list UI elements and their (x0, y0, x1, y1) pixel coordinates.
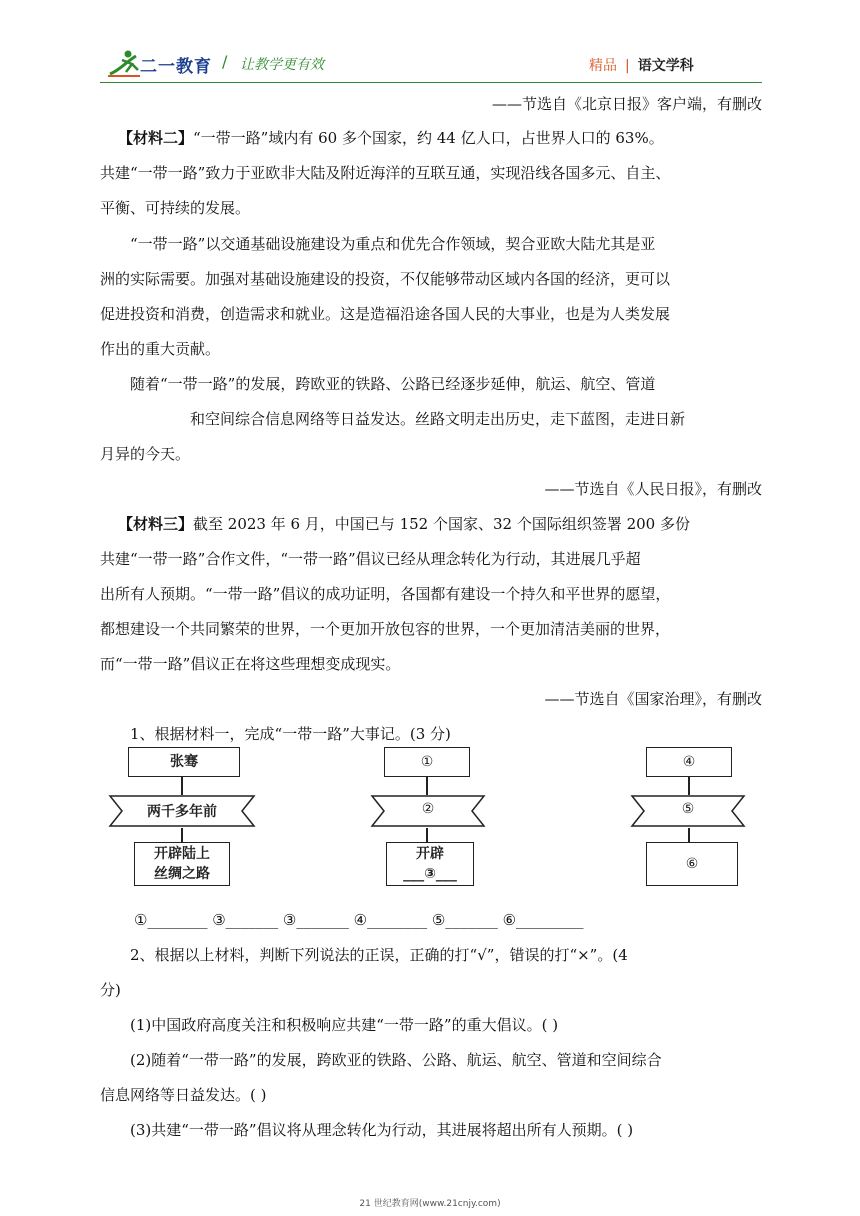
timeline-2-top-box: ① (384, 747, 470, 777)
question-1-prompt: 1、根据材料一，完成“一带一路”大事记。(3 分) (130, 725, 451, 743)
logo-text: 二一教育 (140, 57, 212, 77)
question-2-item-2: (2)随着“一带一路”的发展，跨欧亚的铁路、公路、航运、航空、管道和空间综合 (130, 1051, 662, 1069)
material2-line-8: 随着“一带一路”的发展，跨欧亚的铁路、公路已经逐步延伸，航运、航空、管道 (130, 375, 656, 393)
material3-line-2: 共建“一带一路”合作文件，“一带一路”倡议已经从理念转化为行动，其进展几乎超 (100, 550, 641, 568)
header-label-jingpin: 精品 (589, 58, 617, 74)
page-header (0, 0, 860, 92)
source-3: ——节选自《国家治理》，有删改 (544, 690, 762, 708)
timeline-1-connector-b (181, 828, 183, 843)
timeline-3-bottom-box: ⑥ (646, 842, 738, 886)
page-footer: 21 世纪教育网(www.21cnjy.com) (359, 1199, 501, 1209)
question-1-blanks[interactable]: ①________ ③_______ ③_______ ④________ ⑤_______ ⑥_________ (134, 911, 584, 929)
material2-line-6: 促进投资和消费，创造需求和就业。这是造福沿途各国人民的大事业，也是为人类发展 (100, 305, 671, 323)
material2-line-1 (118, 128, 664, 148)
material2-line-4: “一带一路”以交通基础设施建设为重点和优先合作领域，契合亚欧大陆尤其是亚 (130, 235, 656, 253)
material2-line-7: 作出的重大贡献。 (100, 340, 221, 358)
source-2: ——节选自《人民日报》，有删改 (544, 480, 762, 498)
source-1: ——节选自《北京日报》客户端，有删改 (491, 95, 762, 113)
material3-line-3: 出所有人预期。“一带一路”倡议的成功证明，各国都有建设一个持久和平世界的愿望， (100, 585, 671, 603)
timeline-1-bottom-box: 开辟陆上 丝绸之路 (134, 842, 230, 886)
header-subject: 语文学科 (637, 58, 694, 74)
timeline-2-ribbon-text: ② (421, 801, 435, 817)
question-2-prompt-l2: 分) (100, 981, 121, 999)
header-slogan: 让教学更有效 (240, 57, 324, 73)
timeline-1-connector-a (181, 776, 183, 795)
material2-line-3: 平衡、可持续的发展。 (100, 199, 251, 217)
material3-tag: 【材料三】 (118, 515, 194, 533)
timeline-2-bottom-box: 开辟 ___③___ (386, 842, 474, 886)
timeline-2-connector-b (426, 828, 428, 843)
material2-text-1: “一带一路”域内有 60 多个国家，约 44 亿人口，占世界人口的 63%。 (193, 129, 664, 147)
header-right (589, 55, 694, 75)
timeline-1-top-box: 张骞 (128, 747, 240, 777)
material3-line-5: 而“一带一路”倡议正在将这些理想变成现实。 (100, 655, 401, 673)
question-2-item-2-cont[interactable]: 信息网络等日益发达。( ) (100, 1086, 267, 1104)
question-2-item-3[interactable]: (3)共建“一带一路”倡议将从理念转化为行动，其进展将超出所有人预期。( ) (130, 1121, 634, 1139)
header-slash: / (222, 52, 228, 71)
material2-line-10: 月异的今天。 (100, 445, 191, 463)
material2-line-9: 和空间综合信息网络等日益发达。丝路文明走出历史，走下蓝图，走进日新 (190, 410, 686, 428)
material3-line-4: 都想建设一个共同繁荣的世界，一个更加开放包容的世界，一个更加清洁美丽的世界， (100, 620, 671, 638)
material3-text-1: 截至 2023 年 6 月，中国已与 152 个国家、32 个国际组织签署 200 多份 (193, 515, 690, 533)
timeline-3-ribbon-text: ⑤ (681, 801, 695, 817)
material2-tag: 【材料二】 (118, 129, 194, 147)
timeline-3-connector-b (688, 828, 690, 843)
material2-line-2: 共建“一带一路”致力于亚欧非大陆及附近海洋的互联互通，实现沿线各国多元、自主、 (100, 164, 671, 182)
header-divider: | (625, 58, 630, 74)
material3-line-1 (118, 514, 690, 534)
timeline-3-connector-a (688, 776, 690, 795)
question-2-item-1[interactable]: (1)中国政府高度关注和积极响应共建“一带一路”的重大倡议。( ) (130, 1016, 559, 1034)
question-2-prompt-l1: 2、根据以上材料，判断下列说法的正误，正确的打“√”，错误的打“×”。(4 (130, 946, 628, 964)
header-rule (100, 82, 762, 83)
timeline-2-connector-a (426, 776, 428, 795)
timeline-1-ribbon-text: 两千多年前 (147, 804, 217, 820)
material2-line-5: 洲的实际需要。加强对基础设施建设的投资，不仅能够带动区域内各国的经济，更可以 (100, 270, 671, 288)
timeline-3-top-box: ④ (646, 747, 732, 777)
